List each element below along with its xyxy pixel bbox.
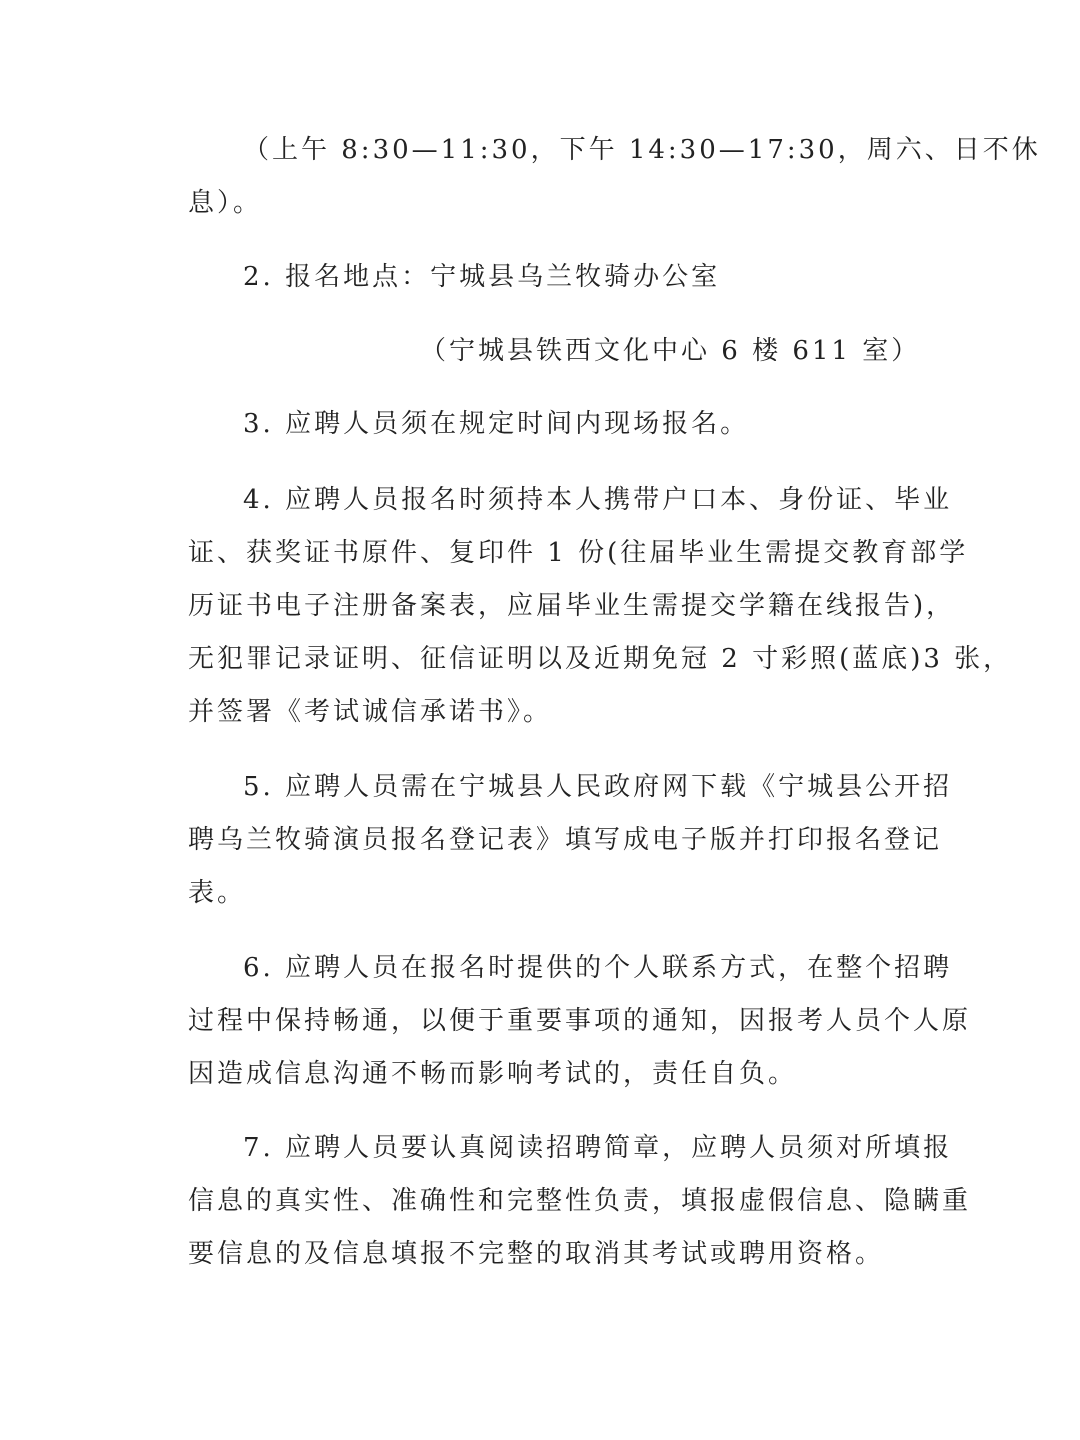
text-line: 7. 应聘人员要认真阅读招聘简章，应聘人员须对所填报 [243,1133,953,1163]
text-line: 要信息的及信息填报不完整的取消其考试或聘用资格。 [188,1239,885,1269]
text-line: 因造成信息沟通不畅而影响考试的，责任自负。 [188,1059,798,1089]
text-line: 并签署《考试诚信承诺书》。 [188,697,553,727]
text-line: 历证书电子注册备案表，应届毕业生需提交学籍在线报告)， [188,591,956,621]
text-line: 无犯罪记录证明、征信证明以及近期免冠 2 寸彩照(蓝底)3 张， [188,644,1013,674]
text-line: 过程中保持畅通，以便于重要事项的通知，因报考人员个人原 [188,1006,972,1036]
paragraph-item-4 [188,474,1013,739]
text-line: （宁城县铁西文化中心 6 楼 611 室） [420,336,921,366]
text-line: 息）。 [188,188,263,218]
text-line: 表。 [188,878,247,908]
text-line: 2. 报名地点：宁城县乌兰牧骑办公室 [243,262,721,292]
paragraph-item-7 [188,1122,972,1281]
text-line: 信息的真实性、准确性和完整性负责，填报虚假信息、隐瞒重 [188,1186,972,1216]
paragraph-item-6 [188,942,972,1101]
text-line: 5. 应聘人员需在宁城县人民政府网下载《宁城县公开招 [243,772,953,802]
text-line: 6. 应聘人员在报名时提供的个人联系方式，在整个招聘 [243,953,953,983]
paragraph-registration-location [188,251,893,304]
text-line: 4. 应聘人员报名时须持本人携带户口本、身份证、毕业 [243,485,953,515]
text-line: 证、获奖证书原件、复印件 1 份(往届毕业生需提交教育部学 [188,538,969,568]
text-line: （上午 8:30—11:30，下午 14:30—17:30，周六、日不休 [243,135,1041,165]
paragraph-registration-time [188,124,1041,230]
paragraph-item-3 [188,398,893,451]
text-line: 聘乌兰牧骑演员报名登记表》填写成电子版并打印报名登记 [188,825,943,855]
paragraph-location-detail [188,325,921,378]
paragraph-item-5 [188,761,953,920]
text-line: 3. 应聘人员须在规定时间内现场报名。 [243,409,750,439]
